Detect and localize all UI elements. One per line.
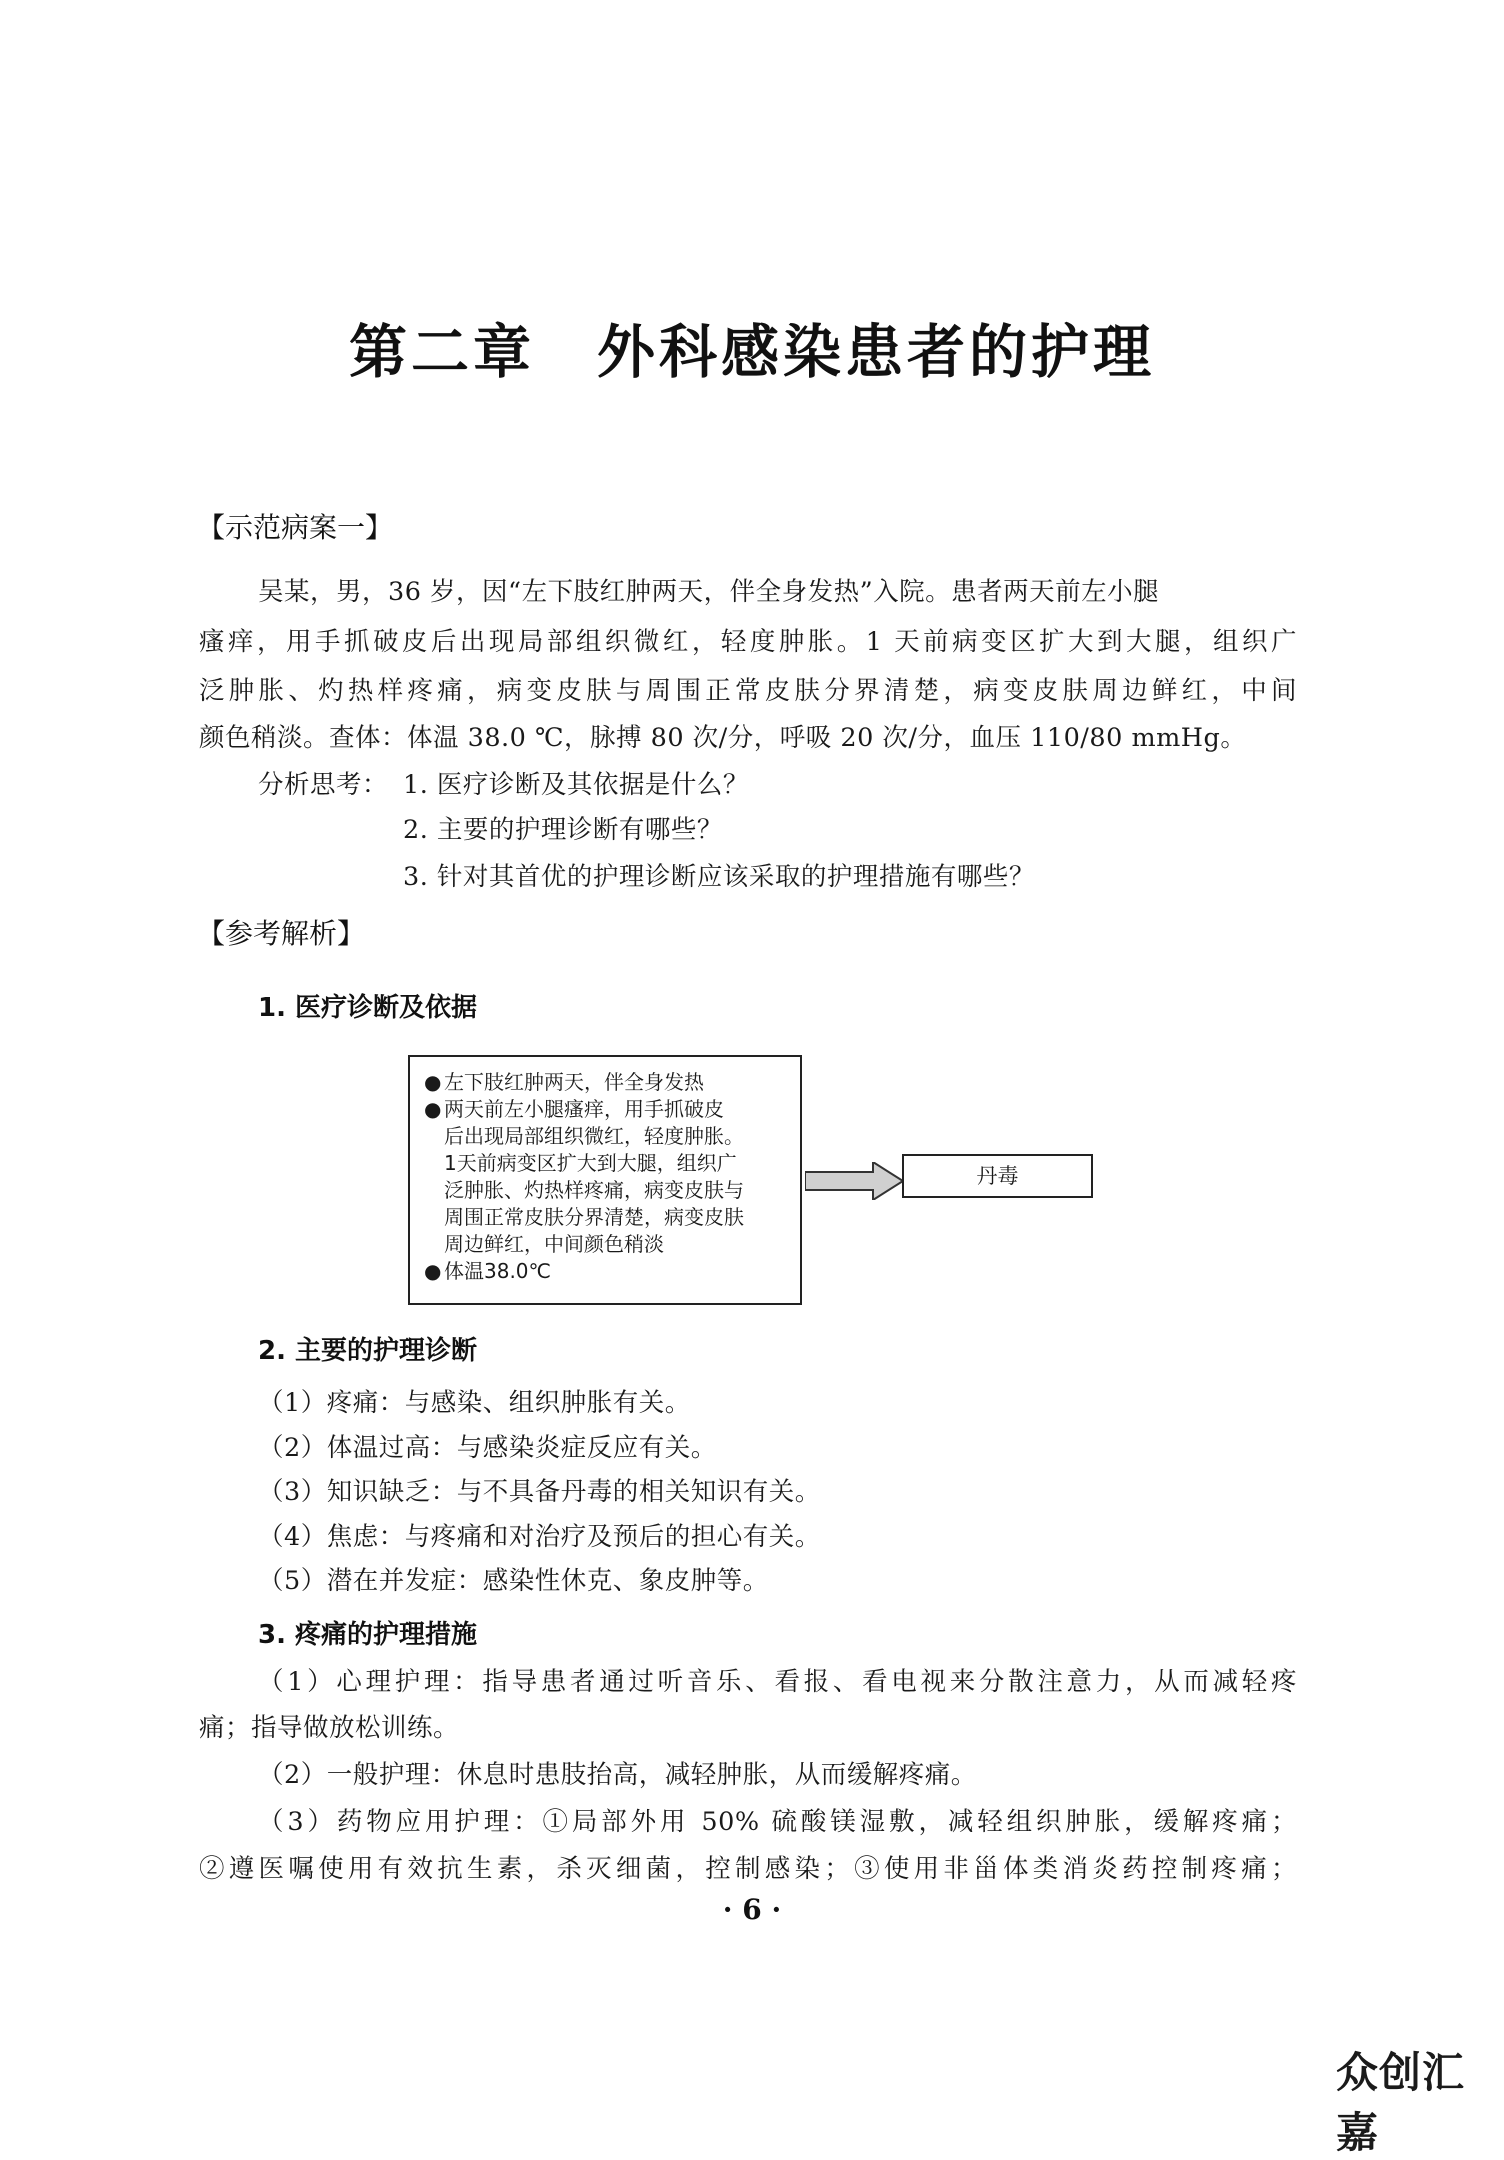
section2-heading: 2. 主要的护理诊断 — [258, 1336, 478, 1366]
case-heading: 【示范病案一】 — [197, 511, 394, 544]
measure-line-5: ②遵医嘱使用有效抗生素，杀灭细菌，控制感染；③使用非甾体类消炎药控制疼痛； — [199, 1854, 1297, 1884]
bullet-icon: ● — [424, 1259, 442, 1283]
evidence-text: 左下肢红肿两天，伴全身发热 — [444, 1070, 704, 1094]
case-line-1: 吴某，男，36 岁，因“左下肢红肿两天，伴全身发热”入院。患者两天前左小腿 — [258, 577, 1160, 607]
evidence-line: 泛肿胀、灼热样疼痛，病变皮肤与 — [444, 1178, 744, 1202]
nursing-diagnosis-5: （5）潜在并发症：感染性休克、象皮肿等。 — [258, 1566, 769, 1596]
evidence-line: 1天前病变区扩大到大腿，组织广 — [444, 1151, 737, 1175]
evidence-text: 体温38.0℃ — [444, 1259, 551, 1283]
evidence-line: 周边鲜红，中间颜色稍淡 — [444, 1232, 664, 1256]
page-number: · 6 · — [722, 1893, 782, 1926]
evidence-item — [424, 1258, 790, 1285]
bullet-icon: ● — [424, 1070, 442, 1094]
analysis-heading: 【参考解析】 — [197, 917, 366, 950]
chapter-title: 第二章 外科感染患者的护理 — [348, 318, 1155, 386]
nursing-diagnosis-4: （4）焦虑：与疼痛和对治疗及预后的担心有关。 — [258, 1522, 821, 1552]
evidence-item — [424, 1069, 790, 1096]
measure-line-2: 痛；指导做放松训练。 — [199, 1713, 460, 1743]
questions-prefix: 分析思考： — [258, 770, 389, 800]
nursing-diagnosis-2: （2）体温过高：与感染炎症反应有关。 — [258, 1433, 717, 1463]
evidence-line: 周围正常皮肤分界清楚，病变皮肤 — [444, 1205, 744, 1229]
nursing-diagnosis-3: （3）知识缺乏：与不具备丹毒的相关知识有关。 — [258, 1477, 821, 1507]
question-1: 1. 医疗诊断及其依据是什么？ — [403, 770, 749, 800]
measure-line-1: （1）心理护理：指导患者通过听音乐、看报、看电视来分散注意力，从而减轻疼 — [258, 1667, 1297, 1697]
measure-line-3: （2）一般护理：休息时患肢抬高，减轻肿胀，从而缓解疼痛。 — [258, 1760, 977, 1790]
case-line-2: 瘙痒，用手抓破皮后出现局部组织微红，轻度肿胀。1 天前病变区扩大到大腿，组织广 — [199, 627, 1297, 657]
question-2: 2. 主要的护理诊断有哪些？ — [403, 815, 723, 845]
section1-heading: 1. 医疗诊断及依据 — [258, 993, 478, 1023]
section3-heading: 3. 疼痛的护理措施 — [258, 1620, 478, 1650]
question-3: 3. 针对其首优的护理诊断应该采取的护理措施有哪些？ — [403, 862, 1035, 892]
case-line-3: 泛肿胀、灼热样疼痛，病变皮肤与周围正常皮肤分界清楚，病变皮肤周边鲜红，中间 — [199, 676, 1297, 706]
watermark-logo: 众创汇嘉 — [1336, 2048, 1466, 2157]
diagnosis-evidence-box — [408, 1055, 802, 1305]
diagnosis-result: 丹毒 — [902, 1154, 1093, 1198]
measure-line-4: （3）药物应用护理：①局部外用 50% 硫酸镁湿敷，减轻组织肿胀，缓解疼痛； — [258, 1807, 1297, 1837]
nursing-diagnosis-1: （1）疼痛：与感染、组织肿胀有关。 — [258, 1388, 691, 1418]
bullet-icon: ● — [424, 1097, 442, 1121]
evidence-line: 后出现局部组织微红，轻度肿胀。 — [444, 1124, 744, 1148]
evidence-text — [444, 1096, 790, 1258]
case-line-4: 颜色稍淡。查体：体温 38.0 ℃，脉搏 80 次/分，呼吸 20 次/分，血压 110/80 mmHg。 — [199, 723, 1247, 753]
evidence-item — [424, 1096, 790, 1258]
right-arrow-icon — [805, 1162, 905, 1200]
evidence-line: 两天前左小腿瘙痒，用手抓破皮 — [444, 1097, 724, 1121]
